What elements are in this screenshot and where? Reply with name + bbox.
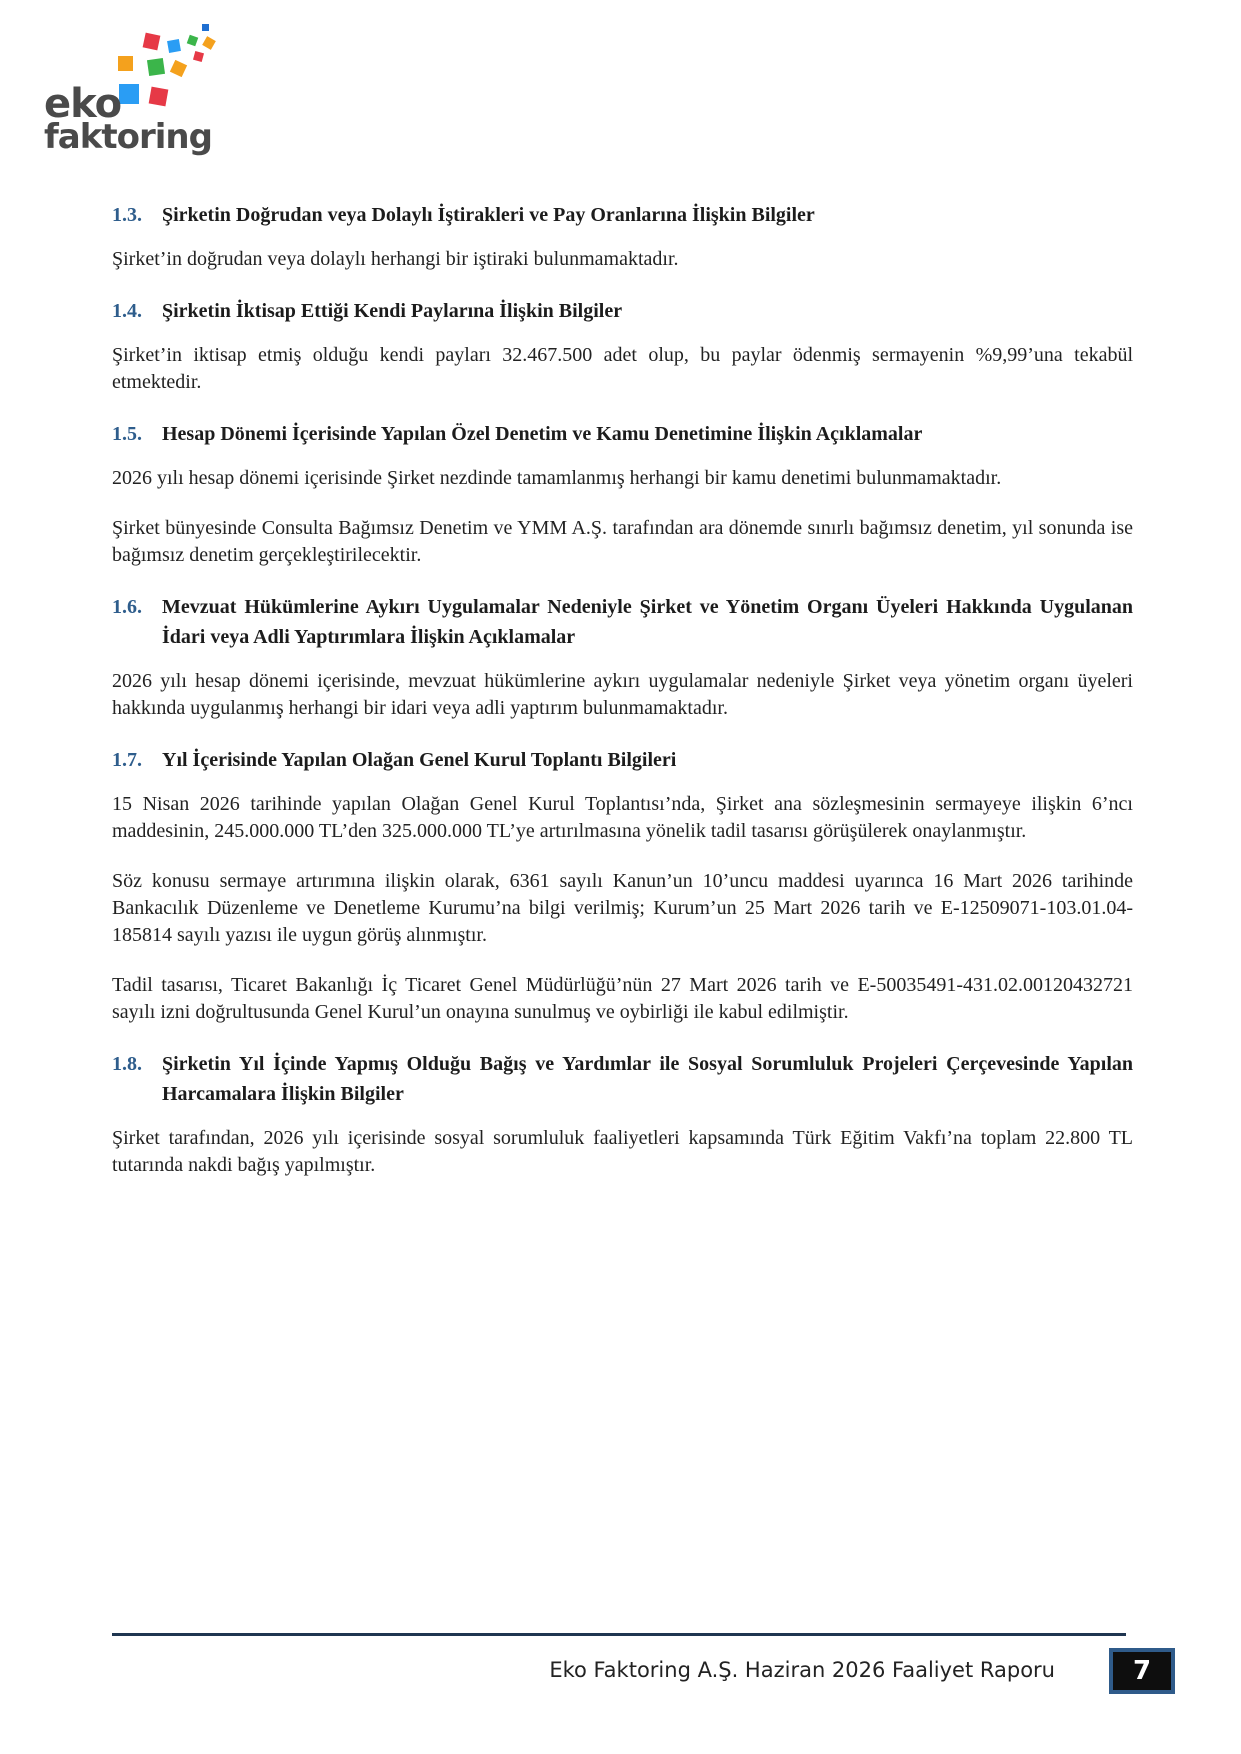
logo-square	[143, 33, 161, 51]
company-logo	[44, 24, 254, 164]
section-heading	[112, 296, 1133, 326]
logo-square	[202, 24, 209, 31]
section-heading	[112, 419, 1133, 449]
section-heading	[112, 745, 1133, 775]
paragraph: Tadil tasarısı, Ticaret Bakanlığı İç Ticaret Genel Müdürlüğü’nün 27 Mart 2026 tarih ve E-50035491-431.02.00120432721 sayılı izni doğrultusunda Genel Kurul’un onayına sunulmuş ve oybirliği ile kabul edilmiştir.	[112, 974, 1133, 1023]
logo-text-eko: eko	[44, 81, 122, 127]
section-number: 1.8.	[112, 1053, 142, 1075]
section-title: Şirketin İktisap Ettiği Kendi Paylarına İlişkin Bilgiler	[162, 300, 623, 322]
logo-text-faktoring: faktoring	[44, 117, 212, 157]
section-number: 1.7.	[112, 749, 142, 771]
logo-square	[119, 84, 139, 104]
section-title: Hesap Dönemi İçerisinde Yapılan Özel Denetim ve Kamu Denetimine İlişkin Açıklamalar	[162, 423, 923, 445]
section-heading	[112, 1049, 1133, 1109]
section-number: 1.4.	[112, 300, 142, 322]
logo-square	[170, 60, 187, 77]
logo-square	[202, 36, 216, 50]
logo-square	[149, 87, 169, 107]
paragraph: Şirket’in iktisap etmiş olduğu kendi payları 32.467.500 adet olup, bu paylar ödenmiş sermayenin %9,99’una tekabül etmektedir.	[112, 344, 1133, 393]
footer-divider	[112, 1633, 1126, 1636]
section-1-7	[112, 745, 1133, 1026]
section-1-6	[112, 592, 1133, 722]
paragraph: Şirket tarafından, 2026 yılı içerisinde sosyal sorumluluk faaliyetleri kapsamında Türk Eğitim Vakfı’na toplam 22.800 TL tutarında nakdi bağış yapılmıştır.	[112, 1127, 1133, 1176]
section-title: Şirketin Yıl İçinde Yapmış Olduğu Bağış ve Yardımlar ile Sosyal Sorumluluk Projeleri Çerçevesinde Yapılan Harcamalara İlişkin Bilgiler	[162, 1053, 1133, 1105]
section-1-3	[112, 200, 1133, 273]
section-number: 1.3.	[112, 204, 142, 226]
section-title: Şirketin Doğrudan veya Dolaylı İştirakleri ve Pay Oranlarına İlişkin Bilgiler	[162, 204, 815, 226]
section-1-8	[112, 1049, 1133, 1179]
paragraph: 2026 yılı hesap dönemi içerisinde, mevzuat hükümlerine aykırı uygulamalar nedeniyle Şirket veya yönetim organı üyeleri hakkında uygulanmış herhangi bir idari veya adli yaptırım bulunmamaktadır.	[112, 670, 1133, 719]
paragraph: Şirket bünyesinde Consulta Bağımsız Denetim ve YMM A.Ş. tarafından ara dönemde sınırlı bağımsız denetim, yıl sonunda ise bağımsız denetim gerçekleştirilecektir.	[112, 517, 1133, 566]
section-1-4	[112, 296, 1133, 396]
logo-square	[193, 51, 204, 62]
footer-report-title: Eko Faktoring A.Ş. Haziran 2026 Faaliyet Raporu	[549, 1658, 1055, 1682]
report-body	[112, 200, 1133, 1202]
logo-square	[187, 35, 199, 47]
section-heading	[112, 200, 1133, 230]
section-title: Yıl İçerisinde Yapılan Olağan Genel Kurul Toplantı Bilgileri	[162, 749, 677, 771]
paragraph: Şirket’in doğrudan veya dolaylı herhangi bir iştiraki bulunmamaktadır.	[112, 248, 679, 270]
logo-square	[118, 56, 133, 71]
section-heading	[112, 592, 1133, 652]
page-number: 7	[1109, 1648, 1175, 1694]
logo-square	[147, 58, 165, 76]
logo-square	[167, 39, 181, 53]
paragraph: 15 Nisan 2026 tarihinde yapılan Olağan Genel Kurul Toplantısı’nda, Şirket ana sözleşmesinin sermayeye ilişkin 6’ncı maddesinin, 245.000.000 TL’den 325.000.000 TL’ye artırılmasına yönelik tadil tasarısı görüşülerek onaylanmıştır.	[112, 793, 1133, 842]
section-1-5	[112, 419, 1133, 569]
paragraph: 2026 yılı hesap dönemi içerisinde Şirket nezdinde tamamlanmış herhangi bir kamu denetimi bulunmamaktadır.	[112, 467, 1002, 489]
section-title: Mevzuat Hükümlerine Aykırı Uygulamalar Nedeniyle Şirket ve Yönetim Organı Üyeleri Hakkında Uygulanan İdari veya Adli Yaptırımlara İlişkin Açıklamalar	[162, 596, 1133, 648]
section-number: 1.6.	[112, 596, 142, 618]
paragraph: Söz konusu sermaye artırımına ilişkin olarak, 6361 sayılı Kanun’un 10’uncu maddesi uyarınca 16 Mart 2026 tarihinde Bankacılık Düzenleme ve Denetleme Kurumu’na bilgi verilmiş; Kurum’un 25 Mart 2026 tarih ve E-12509071-103.01.04-185814 sayılı yazısı ile uygun görüş alınmıştır.	[112, 870, 1133, 946]
section-number: 1.5.	[112, 423, 142, 445]
